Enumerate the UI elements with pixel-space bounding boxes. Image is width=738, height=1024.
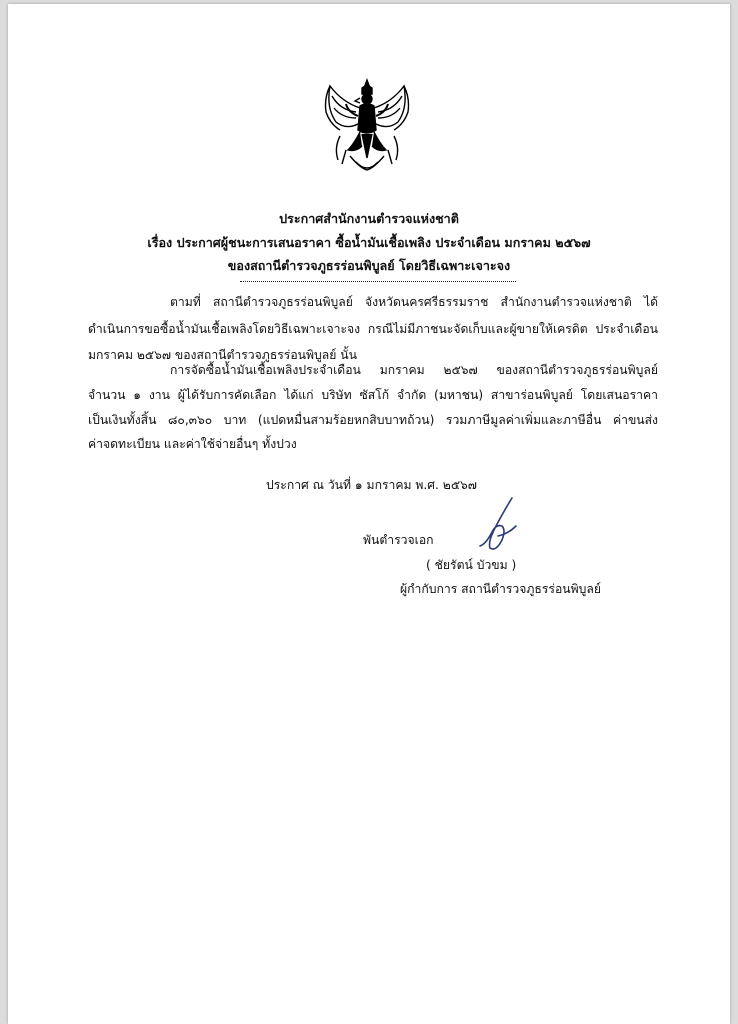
document-page <box>8 4 730 1024</box>
announcement-date: ประกาศ ณ วันที่ ๑ มกราคม พ.ศ. ๒๕๖๗ <box>266 478 477 492</box>
body-paragraph-1-line-1: ตามที่ สถานีตำรวจภูธรร่อนพิบูลย์ จังหวัดนครศรีธรรมราช สำนักงานตำรวจแห่งชาติ ได้ <box>170 295 658 309</box>
handwritten-signature <box>472 496 532 554</box>
dotted-separator <box>240 281 516 282</box>
signer-name: ( ชัยรัตน์ บัวขม ) <box>426 558 517 572</box>
announcement-header: ประกาศสำนักงานตำรวจแห่งชาติ <box>279 211 459 226</box>
signer-rank: พันตำรวจเอก <box>363 533 434 547</box>
garuda-emblem <box>320 78 414 174</box>
body-paragraph-2-line-2: จำนวน ๑ งาน ผู้ได้รับการคัดเลือก ได้แก่ บริษัท ซัสโก้ จำกัด (มหาชน) สาขาร่อนพิบูลย์ โดยเสนอราคา <box>88 388 658 402</box>
body-paragraph-2-line-3: เป็นเงินทั้งสิ้น ๘๐,๓๖๐ บาท (แปดหมื่นสามร้อยหกสิบบาทถ้วน) รวมภาษีมูลค่าเพิ่มและภาษีอื่น ค่าขนส่ง <box>88 413 658 427</box>
body-paragraph-2-line-1: การจัดซื้อน้ำมันเชื้อเพลิงประจำเดือน มกราคม ๒๕๖๗ ของสถานีตำรวจภูธรร่อนพิบูลย์ <box>170 363 658 377</box>
announcement-subject-line2: ของสถานีตำรวจภูธรร่อนพิบูลย์ โดยวิธีเฉพาะเจาะจง <box>227 258 511 273</box>
body-paragraph-1-line-3: มกราคม ๒๕๖๗ ของสถานีตำรวจภูธรร่อนพิบูลย์ นั้น <box>88 348 357 362</box>
announcement-subject: เรื่อง ประกาศผู้ชนะการเสนอราคา ซื้อน้ำมันเชื้อเพลิง ประจำเดือน มกราคม ๒๕๖๗ <box>147 235 591 250</box>
signer-position: ผู้กำกับการ สถานีตำรวจภูธรร่อนพิบูลย์ <box>400 582 601 596</box>
body-paragraph-1-line-2: ดำเนินการขอซื้อน้ำมันเชื้อเพลิงโดยวิธีเฉพาะเจาะจง กรณีไม่มีภาชนะจัดเก็บและผู้ขายให้เครดิต ประจำเดือน <box>88 322 658 336</box>
body-paragraph-2-line-4: ค่าจดทะเบียน และค่าใช้จ่ายอื่นๆ ทั้งปวง <box>88 437 297 451</box>
